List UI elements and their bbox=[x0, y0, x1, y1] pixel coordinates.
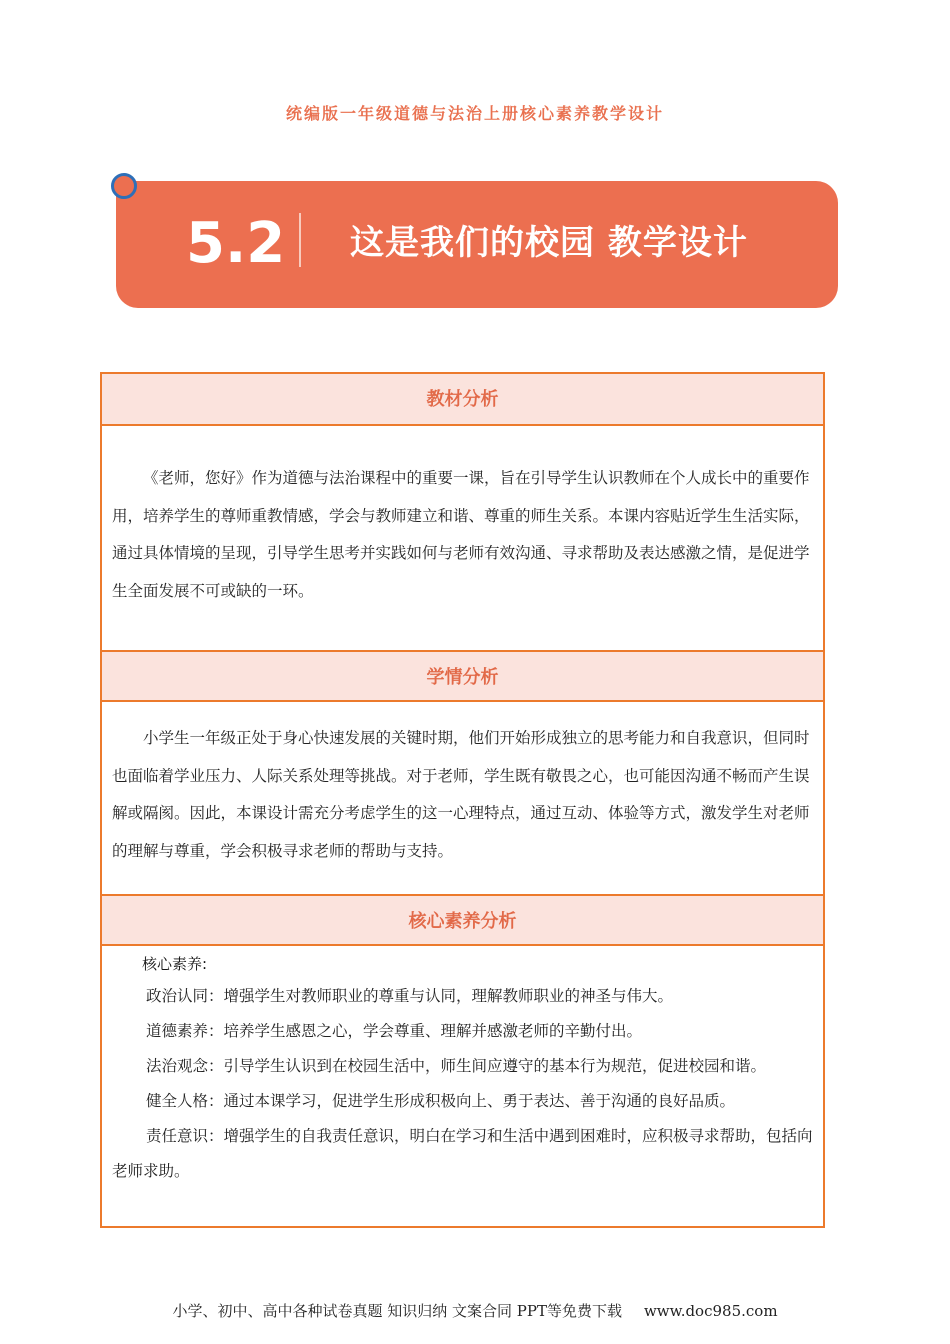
footer-url[interactable]: www.doc985.com bbox=[643, 1302, 778, 1320]
lesson-number: 5.2 bbox=[186, 211, 286, 276]
core-item: 责任意识：增强学生的自我责任意识，明白在学习和生活中遇到困难时，应积极寻求帮助，包括向老师求助。 bbox=[112, 1127, 813, 1180]
lesson-design-table bbox=[100, 372, 825, 1228]
section-body-core bbox=[102, 949, 823, 1189]
title-banner bbox=[116, 181, 838, 308]
core-item: 法治观念：引导学生认识到在校园生活中，师生间应遵守的基本行为规范，促进校园和谐。 bbox=[146, 1057, 767, 1075]
section-heading-core: 核心素养分析 bbox=[102, 894, 823, 946]
title-divider bbox=[299, 213, 301, 267]
paragraph: 小学生一年级正处于身心快速发展的关键时期，他们开始形成独立的思考能力和自我意识，但同时也面临着学业压力、人际关系处理等挑战。对于老师，学生既有敬畏之心，也可能因沟通不畅而产生误解或隔阂。因此，本课设计需充分考虑学生的这一心理特点，通过互动、体验等方式，激发学生对老师的理解与尊重，学会积极寻求老师的帮助与支持。 bbox=[112, 729, 810, 860]
lesson-title: 这是我们的校园 教学设计 bbox=[350, 223, 748, 263]
core-subtitle: 核心素养: bbox=[142, 955, 208, 973]
footer-text: 小学、初中、高中各种试卷真题 知识归纳 文案合同 PPT等免费下载 bbox=[172, 1302, 622, 1320]
core-item: 道德素养：培养学生感恩之心，学会尊重、理解并感激老师的辛勤付出。 bbox=[146, 1022, 643, 1040]
core-item: 健全人格：通过本课学习，促进学生形成积极向上、勇于表达、善于沟通的良好品质。 bbox=[146, 1092, 736, 1110]
core-item: 政治认同：增强学生对教师职业的尊重与认同，理解教师职业的神圣与伟大。 bbox=[146, 987, 674, 1005]
section-heading-textbook: 教材分析 bbox=[102, 374, 823, 426]
title-dot-icon bbox=[111, 173, 137, 199]
page-footer bbox=[0, 1300, 950, 1321]
section-body-textbook bbox=[102, 460, 823, 610]
section-heading-students: 学情分析 bbox=[102, 650, 823, 702]
paragraph: 《老师，您好》作为道德与法治课程中的重要一课，旨在引导学生认识教师在个人成长中的重要作用，培养学生的尊师重教情感，学会与教师建立和谐、尊重的师生关系。本课内容贴近学生生活实际，通过具体情境的呈现，引导学生思考并实践如何与老师有效沟通、寻求帮助及表达感激之情，是促进学生全面发展不可或缺的一环。 bbox=[112, 469, 810, 600]
document-caption: 统编版一年级道德与法治上册核心素养教学设计 bbox=[285, 104, 664, 123]
section-body-students bbox=[102, 720, 823, 870]
